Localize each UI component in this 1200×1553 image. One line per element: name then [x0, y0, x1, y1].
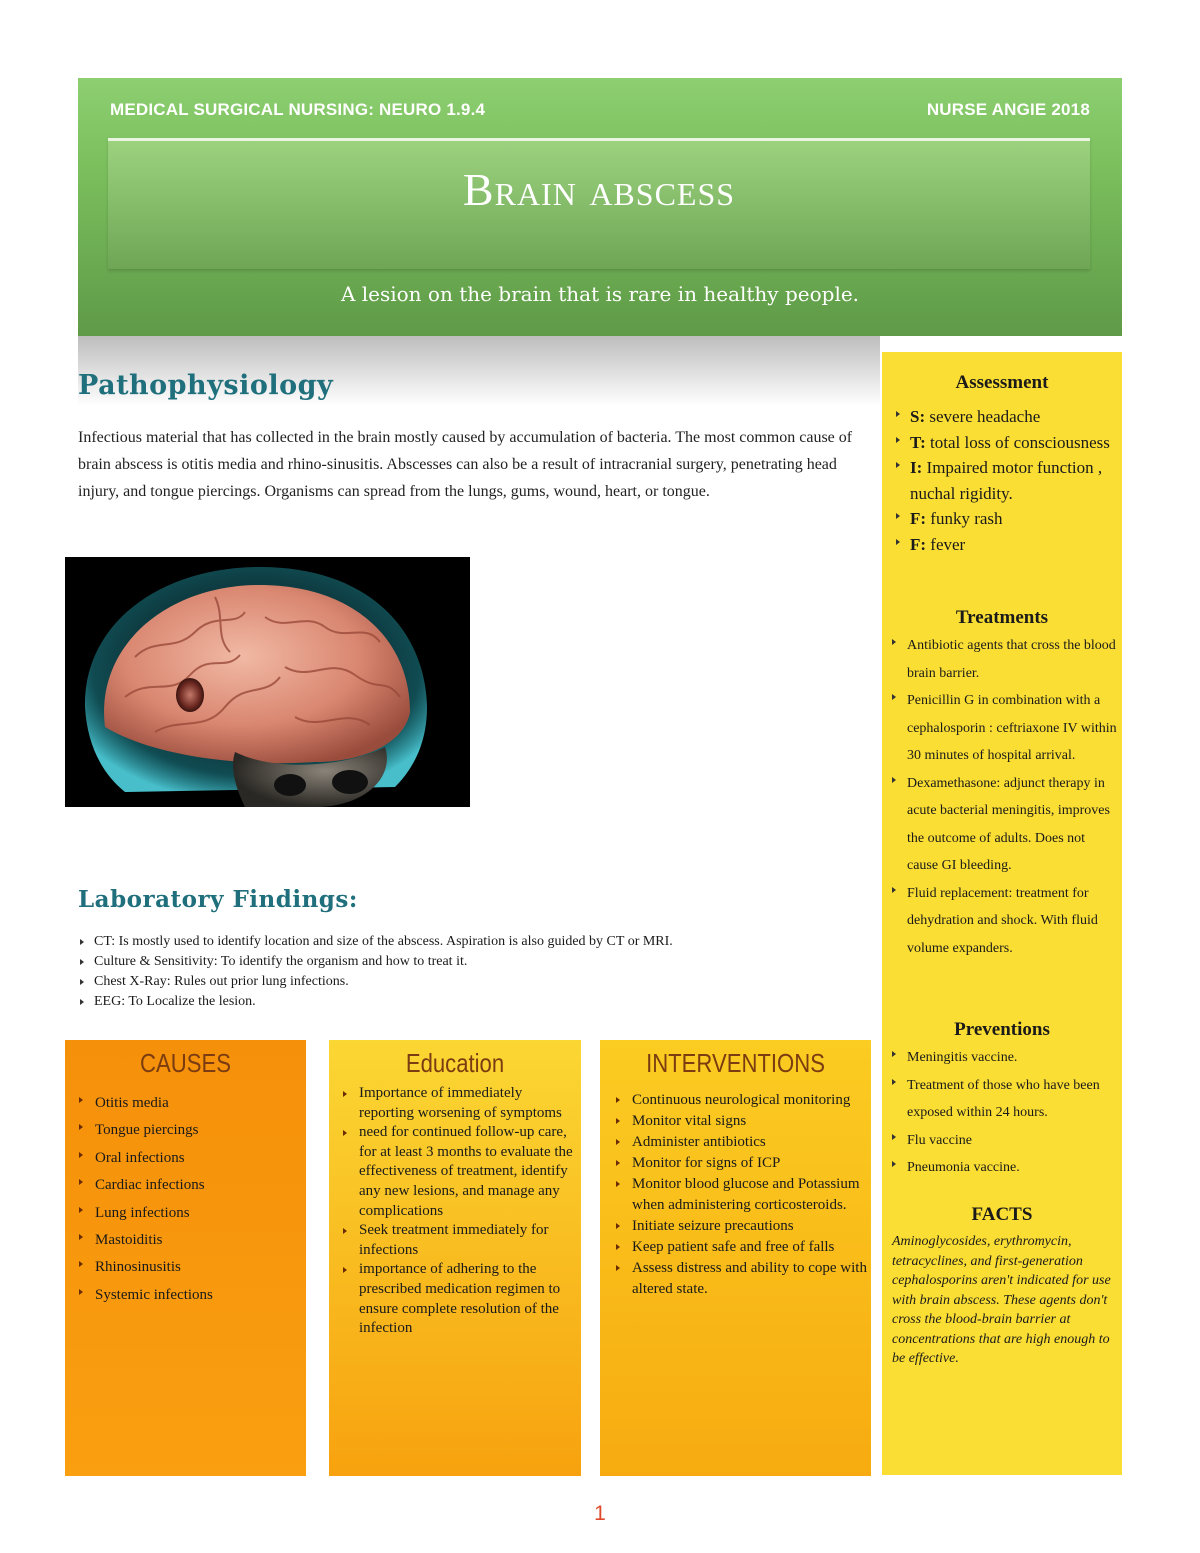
- list-item: T: total loss of consciousness: [894, 430, 1119, 456]
- brain-illustration: [65, 557, 470, 807]
- treatments-list: [890, 632, 1118, 962]
- bullet-icon: [616, 1160, 620, 1166]
- bullet-icon: [79, 1261, 83, 1267]
- list-item: Pneumonia vaccine.: [890, 1154, 1118, 1182]
- list-item: I: Impaired motor function , nuchal rigidity.: [894, 455, 1119, 506]
- list-item: Seek treatment immediately for infections: [335, 1221, 579, 1260]
- list-item: Lung infections: [71, 1200, 301, 1227]
- causes-box: [65, 1040, 306, 1476]
- list-item: Administer antibiotics: [608, 1132, 868, 1153]
- bullet-icon: [616, 1097, 620, 1103]
- list-item: Keep patient safe and free of falls: [608, 1237, 868, 1258]
- author-label: NURSE ANGIE 2018: [926, 100, 1090, 119]
- list-item: Chest X-Ray: Rules out prior lung infections.: [78, 972, 878, 992]
- header-banner: [78, 78, 1122, 336]
- list-item: Meningitis vaccine.: [890, 1044, 1118, 1072]
- bullet-icon: [79, 1207, 83, 1213]
- preventions-heading: Preventions: [954, 1019, 1050, 1040]
- bullet-icon: [79, 1289, 83, 1295]
- list-item: F: funky rash: [894, 506, 1119, 532]
- bullet-icon: [896, 513, 900, 519]
- page-number: 1: [594, 1502, 606, 1525]
- bullet-icon: [79, 1097, 83, 1103]
- bullet-icon: [79, 1179, 83, 1185]
- list-item: Dexamethasone: adjunct therapy in acute bacterial meningitis, improves the outcome of adults. Does not cause GI bleeding.: [890, 770, 1118, 880]
- list-item: Monitor vital signs: [608, 1111, 868, 1132]
- course-label: MEDICAL SURGICAL NURSING: NEURO 1.9.4: [110, 100, 486, 119]
- bullet-icon: [896, 539, 900, 545]
- bullet-icon: [79, 1152, 83, 1158]
- list-item: S: severe headache: [894, 404, 1119, 430]
- bullet-icon: [343, 1130, 347, 1136]
- list-item: need for continued follow-up care, for at least 3 months to evaluate the effectiveness of treatment, identify any new lesions, and manage any complications: [335, 1123, 579, 1221]
- bullet-icon: [892, 887, 896, 893]
- bullet-icon: [616, 1118, 620, 1124]
- treatments-heading: Treatments: [955, 607, 1049, 628]
- bullet-icon: [80, 939, 84, 945]
- pathophysiology-heading: Pathophysiology: [78, 370, 334, 401]
- bullet-icon: [896, 411, 900, 417]
- lab-findings-heading: Laboratory Findings:: [78, 886, 358, 913]
- list-item: Otitis media: [71, 1090, 301, 1117]
- bullet-icon: [892, 1079, 896, 1085]
- bullet-icon: [343, 1267, 347, 1273]
- bullet-icon: [80, 959, 84, 965]
- bullet-icon: [343, 1228, 347, 1234]
- bullet-icon: [892, 777, 896, 783]
- interventions-list: [608, 1090, 868, 1300]
- list-item: EEG: To Localize the lesion.: [78, 992, 878, 1012]
- list-item: F: fever: [894, 532, 1119, 558]
- list-item: Mastoiditis: [71, 1227, 301, 1254]
- bullet-icon: [616, 1244, 620, 1250]
- causes-heading: CAUSES: [140, 1048, 231, 1078]
- bullet-icon: [896, 462, 900, 468]
- list-item: Assess distress and ability to cope with altered state.: [608, 1258, 868, 1300]
- list-item: Rhinosinusitis: [71, 1254, 301, 1281]
- bullet-icon: [616, 1223, 620, 1229]
- bullet-icon: [79, 1124, 83, 1130]
- list-item: CT: Is mostly used to identify location and size of the abscess. Aspiration is also guided by CT or MRI.: [78, 932, 878, 952]
- list-item: Tongue piercings: [71, 1117, 301, 1144]
- title-band: [108, 138, 1090, 269]
- bullet-icon: [892, 1134, 896, 1140]
- preventions-list: [890, 1044, 1118, 1182]
- list-item: Fluid replacement: treatment for dehydration and shock. With fluid volume expanders.: [890, 880, 1118, 963]
- list-item: Oral infections: [71, 1145, 301, 1172]
- education-box: [329, 1040, 581, 1476]
- list-item: Monitor blood glucose and Potassium when administering corticosteroids.: [608, 1174, 868, 1216]
- list-item: Initiate seizure precautions: [608, 1216, 868, 1237]
- pathophysiology-text: Infectious material that has collected in the brain mostly caused by accumulation of bacteria. The most common cause of brain abscess is otitis media and rhino-sinusitis. Abscesses can also be a result of intracranial surgery, penetrating head injury, and tongue piercings. Organisms can spread from the lungs, gums, wound, heart, or tongue.: [78, 429, 853, 500]
- list-item: Treatment of those who have been exposed within 24 hours.: [890, 1072, 1118, 1127]
- list-item: Penicillin G in combination with a cephalosporin : ceftriaxone IV within 30 minutes of hospital arrival.: [890, 687, 1118, 770]
- list-item: Monitor for signs of ICP: [608, 1153, 868, 1174]
- interventions-box: [600, 1040, 871, 1476]
- assessment-heading: Assessment: [955, 372, 1049, 393]
- interventions-heading: INTERVENTIONS: [646, 1048, 825, 1078]
- bullet-icon: [80, 999, 84, 1005]
- bullet-icon: [616, 1265, 620, 1271]
- bullet-icon: [80, 979, 84, 985]
- list-item: Importance of immediately reporting worsening of symptoms: [335, 1084, 579, 1123]
- education-heading: Education: [405, 1048, 505, 1078]
- list-item: importance of adhering to the prescribed medication regimen to ensure complete resolution of the infection: [335, 1260, 579, 1338]
- list-item: Antibiotic agents that cross the blood brain barrier.: [890, 632, 1118, 687]
- list-item: Continuous neurological monitoring: [608, 1090, 868, 1111]
- list-item: Culture & Sensitivity: To identify the organism and how to treat it.: [78, 952, 878, 972]
- assessment-list: [894, 404, 1119, 557]
- lab-findings-list: [78, 932, 878, 1012]
- bullet-icon: [892, 639, 896, 645]
- bullet-icon: [79, 1234, 83, 1240]
- page-title: Brain abscess: [462, 164, 736, 215]
- bullet-icon: [892, 1161, 896, 1167]
- bullet-icon: [892, 1051, 896, 1057]
- bullet-icon: [343, 1091, 347, 1097]
- bullet-icon: [896, 437, 900, 443]
- list-item: Systemic infections: [71, 1282, 301, 1309]
- page-subtitle: A lesion on the brain that is rare in healthy people.: [340, 282, 860, 306]
- sidebar: [882, 352, 1122, 1475]
- bullet-icon: [616, 1181, 620, 1187]
- education-list: [335, 1084, 579, 1339]
- facts-heading: FACTS: [971, 1204, 1033, 1225]
- causes-list: [71, 1090, 301, 1309]
- list-item: Flu vaccine: [890, 1127, 1118, 1155]
- facts-text: Aminoglycosides, erythromycin, tetracyclines, and first-generation cephalosporins aren't indicated for use with brain abscess. These agents don't cross the blood-brain barrier at concentrations that are high enough to be effective.: [892, 1234, 1111, 1366]
- list-item: Cardiac infections: [71, 1172, 301, 1199]
- bullet-icon: [892, 694, 896, 700]
- brain-abscess-image: [65, 557, 470, 807]
- bullet-icon: [616, 1139, 620, 1145]
